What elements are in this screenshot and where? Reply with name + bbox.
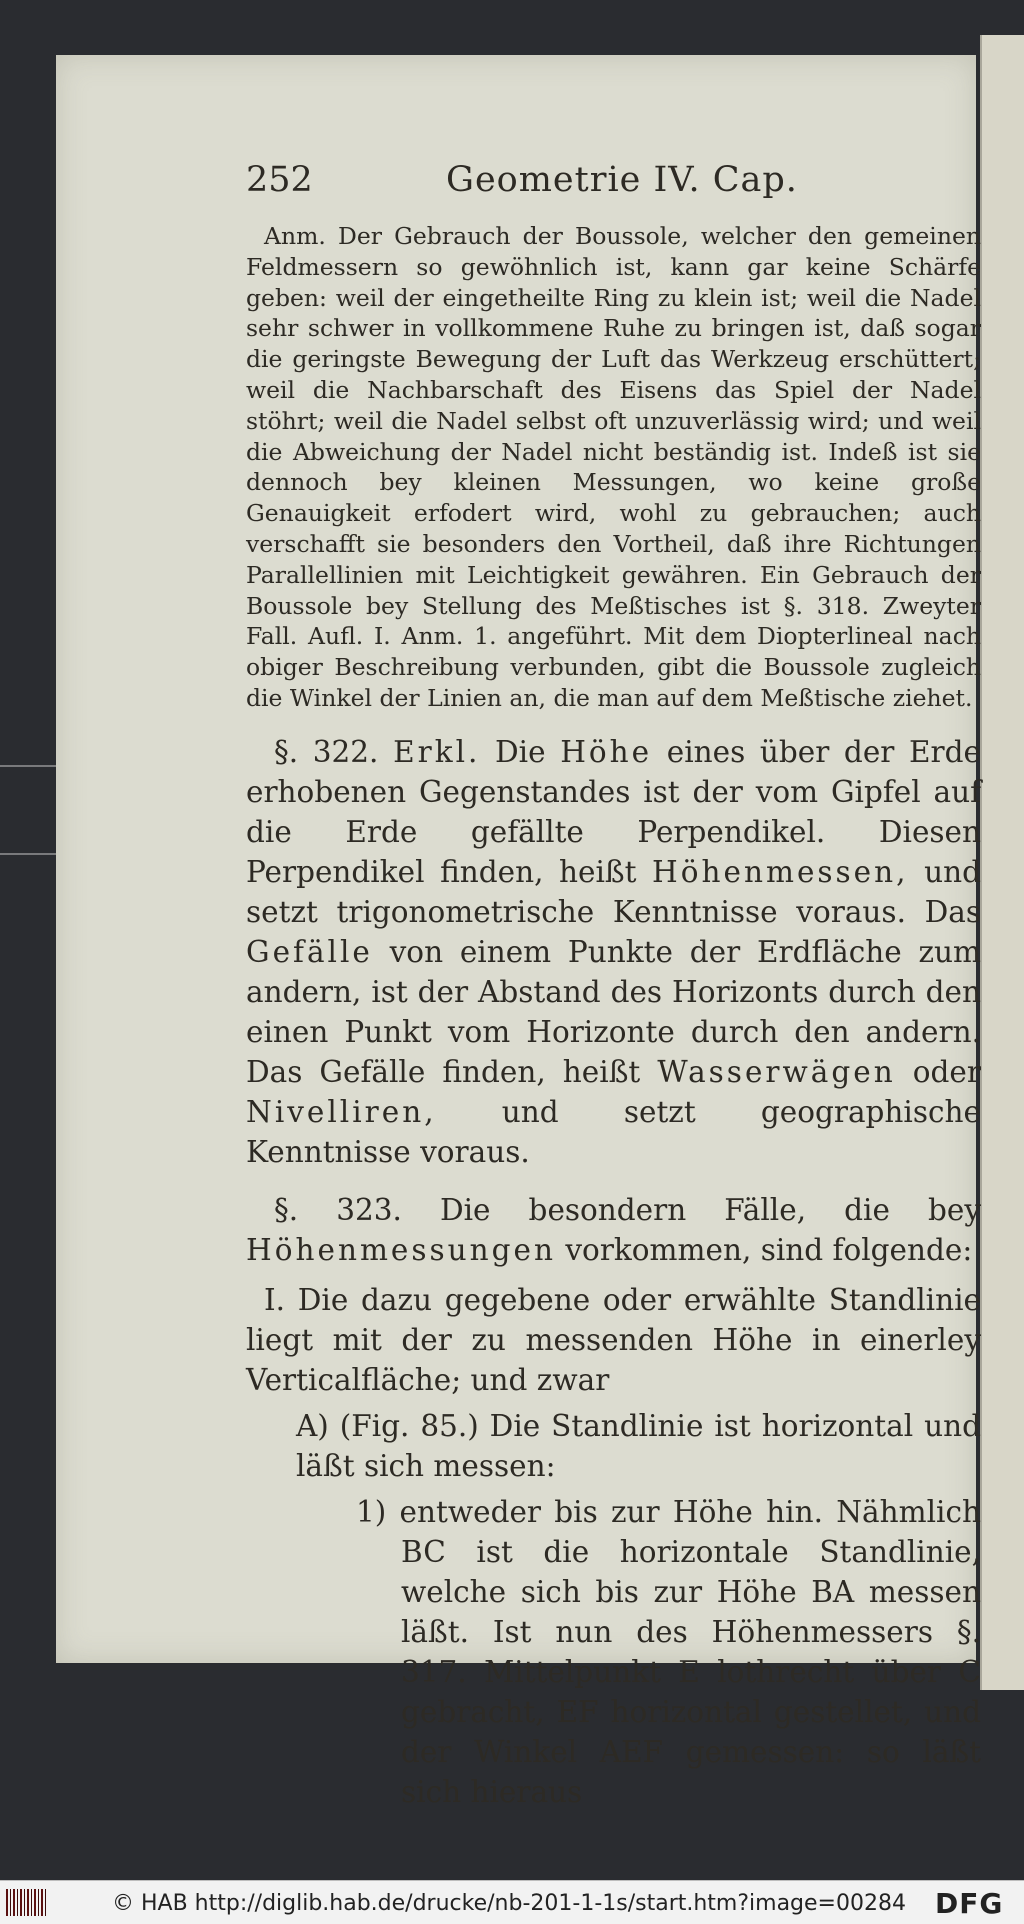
- term-gefaelle: Gefälle: [246, 934, 373, 969]
- running-title: Geometrie IV. Cap.: [446, 160, 798, 200]
- book-page: [56, 55, 981, 1809]
- case-i: I. Die dazu gegebene oder erwählte Standlinie liegt mit der zu messenden Höhe in einerley Verticalfläche; und zwar: [246, 1282, 981, 1397]
- term-wasserwaegen: Wasserwägen: [657, 1054, 896, 1089]
- copyright-url[interactable]: © HAB http://diglib.hab.de/drucke/nb-201-1-1s/start.htm?image=00284: [112, 1891, 906, 1916]
- dfg-logo: DFG: [935, 1887, 1004, 1920]
- case-1: 1) entweder bis zur Höhe hin. Nähmlich BC ist die horizontale Standlinie, welche sich bis zur Höhe BA messen läßt. Ist nun des Höhenmessers §. 317. Mittelpunkt E lothrecht über C gebracht, EF horizontal gestellet, und der Winkel AEF gemessen: so läßt sich hieraus: [356, 1494, 981, 1809]
- case-a: A) (Fig. 85.) Die Standlinie ist horizontal und läßt sich messen:: [296, 1408, 981, 1483]
- section-323: §. 323. Die besondern Fälle, die bey Höhenmessungen vorkommen, sind folgende:: [246, 1192, 981, 1267]
- next-page-edge: [980, 35, 1024, 1690]
- term-hoehe: Höhe: [560, 734, 653, 769]
- page-text-block: [246, 160, 981, 1812]
- note-anmerkung: Anm. Der Gebrauch der Boussole, welcher den gemeinen Feldmessern so gewöhnlich ist, kann gar keine Schärfe geben: weil der eingetheilte Ring zu klein ist; weil die Nadel sehr schwer in vollkommene Ruhe zu bringen ist, daß sogar die geringste Bewegung der Luft das Werkzeug erschüttert; weil die Nachbarschaft des Eisens das Spiel der Nadel stöhrt; weil die Nadel selbst oft unzuverlässig wird; und weil die Abweichung der Nadel nicht beständig ist. Indeß ist sie dennoch bey kleinen Messungen, wo keine große Genauigkeit erfodert wird, wohl zu gebrauchen; auch verschafft sie besonders den Vortheil, daß ihre Richtungen Parallellinien mit Leichtigkeit gewähren. Ein Gebrauch der Boussole bey Stellung des Meßtisches ist §. 318. Zweyter Fall. Aufl. I. Anm. 1. angeführt. Mit dem Diopterlineal nach obiger Beschreibung verbunden, gibt die Boussole zugleich die Winkel der Linien an, die man auf dem Meßtische ziehet.: [246, 222, 981, 712]
- term-hoehenmessen: Höhenmessen,: [652, 854, 909, 889]
- page-number: 252: [246, 160, 313, 200]
- term-hoehenmessungen: Höhenmessungen: [246, 1232, 556, 1267]
- section-322: §. 322. Erkl. Die Höhe eines über der Erde erhobenen Gegenstandes ist der vom Gipfel auf die Erde gefällte Perpendikel. Diesen Perpendikel finden, heißt Höhenmessen, und setzt trigonometrische Kenntnisse voraus. Das Gefälle von einem Punkte der Erdfläche zum andern, ist der Abstand des Horizonts durch den einen Punkt vom Horizonte durch den andern. Das Gefälle finden, heißt Wasserwägen oder Nivelliren, und setzt geographische Kenntnisse voraus.: [246, 734, 981, 1169]
- footer-bar: [0, 1880, 1024, 1924]
- term-nivelliren: Nivelliren,: [246, 1094, 437, 1129]
- page-header: [246, 160, 981, 215]
- erkl-label: Erkl.: [393, 734, 481, 769]
- section-322-label: §. 322.: [274, 734, 379, 769]
- barcode-icon: [6, 1889, 46, 1916]
